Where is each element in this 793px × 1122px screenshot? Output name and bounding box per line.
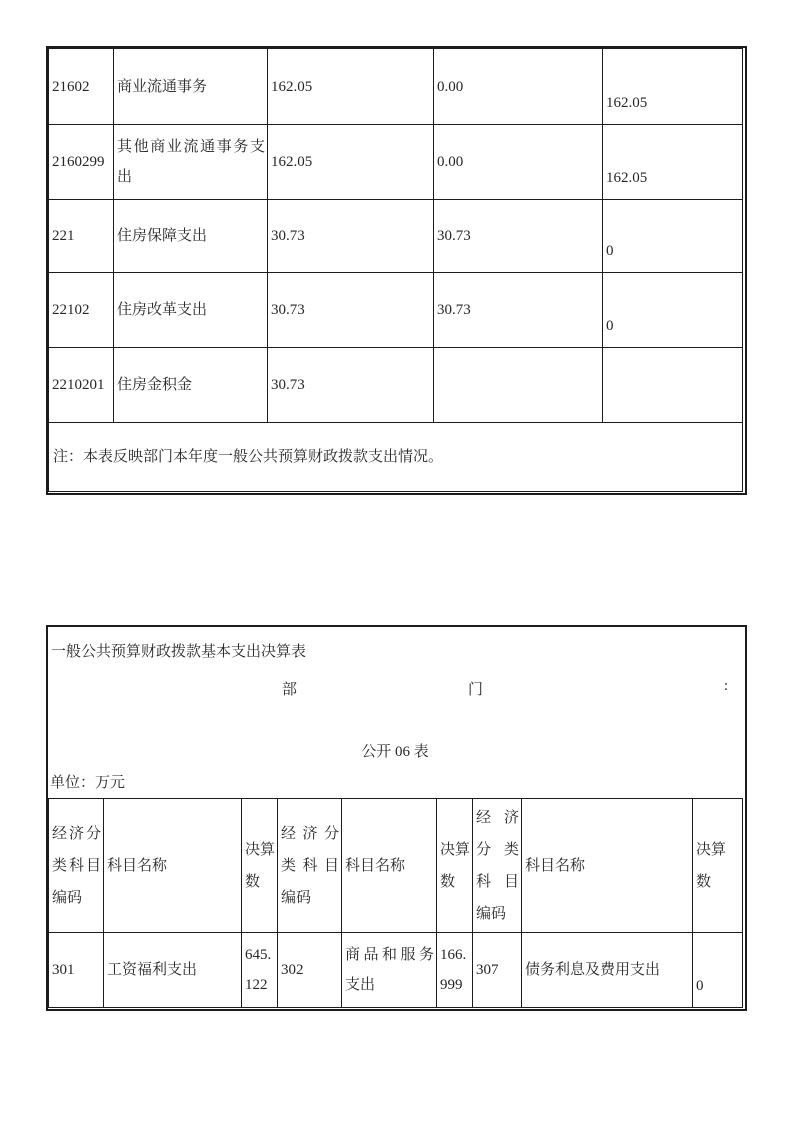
table2 — [48, 798, 743, 1008]
amount-cell — [603, 348, 743, 423]
amount-cell: 0 — [603, 273, 743, 348]
table2-title: 一般公共预算财政拨款基本支出决算表 — [51, 644, 307, 660]
amount-cell: 30.73 — [434, 200, 603, 273]
code-cell: 302 — [278, 933, 342, 1008]
amount-cell: 30.73 — [268, 273, 434, 348]
dept-colon: : — [723, 678, 728, 694]
table-note: 注：本表反映部门本年度一般公共预算财政拨款支出情况。 — [49, 423, 743, 492]
header-amount-1: 决算数 — [242, 799, 278, 933]
header-subject-name-2: 科目名称 — [342, 799, 437, 933]
code-cell: 2210201 — [49, 348, 114, 423]
amount-cell: 162.05 — [268, 125, 434, 200]
amount-cell: 30.73 — [268, 348, 434, 423]
amount-cell: 30.73 — [268, 200, 434, 273]
unit-label: 单位：万元 — [50, 775, 126, 791]
department-line — [48, 678, 742, 696]
amount-cell — [434, 348, 603, 423]
amount-cell: 162.05 — [268, 49, 434, 125]
subject-name-cell: 住房改革支出 — [114, 273, 268, 348]
table-row — [49, 49, 743, 125]
code-cell: 307 — [473, 933, 522, 1008]
amount-cell: 30.73 — [434, 273, 603, 348]
code-cell: 22102 — [49, 273, 114, 348]
amount-cell: 0.00 — [434, 125, 603, 200]
amount-cell: 166.999 — [437, 933, 473, 1008]
header-economic-code-2: 经济分类科目编码 — [278, 799, 342, 933]
subject-name-cell: 债务利息及费用支出 — [522, 933, 693, 1008]
amount-cell: 0.00 — [434, 49, 603, 125]
code-cell: 301 — [49, 933, 104, 1008]
table1 — [48, 48, 743, 492]
header-economic-code-1: 经济分类科目编码 — [49, 799, 104, 933]
table2-title-block — [48, 627, 742, 798]
header-economic-code-3: 经济分类科目编码 — [473, 799, 522, 933]
data-row — [49, 933, 743, 1008]
amount-cell: 162.05 — [603, 49, 743, 125]
table-row — [49, 348, 743, 423]
sheet-number: 公开 06 表 — [361, 744, 429, 760]
header-amount-2: 决算数 — [437, 799, 473, 933]
header-amount-3: 决算数 — [693, 799, 743, 933]
dept-label-part2: 门 — [468, 682, 484, 698]
amount-cell: 0 — [693, 933, 743, 1008]
subject-name-cell: 商品和服务支出 — [342, 933, 437, 1008]
code-cell: 221 — [49, 200, 114, 273]
subject-name-cell: 商业流通事务 — [114, 49, 268, 125]
subject-name-cell: 住房金积金 — [114, 348, 268, 423]
header-subject-name-1: 科目名称 — [104, 799, 242, 933]
funding-expenditure-table — [46, 46, 747, 495]
code-cell: 2160299 — [49, 125, 114, 200]
subject-name-cell: 其他商业流通事务支出 — [114, 125, 268, 200]
table-row — [49, 125, 743, 200]
basic-expenditure-table — [46, 625, 747, 1011]
table-row — [49, 273, 743, 348]
amount-cell: 0 — [603, 200, 743, 273]
header-row — [49, 799, 743, 933]
dept-label-part1: 部 — [282, 682, 298, 698]
table-row — [49, 200, 743, 273]
amount-cell: 162.05 — [603, 125, 743, 200]
subject-name-cell: 住房保障支出 — [114, 200, 268, 273]
amount-cell: 645.122 — [242, 933, 278, 1008]
subject-name-cell: 工资福利支出 — [104, 933, 242, 1008]
code-cell: 21602 — [49, 49, 114, 125]
header-subject-name-3: 科目名称 — [522, 799, 693, 933]
table-note-row — [49, 423, 743, 492]
